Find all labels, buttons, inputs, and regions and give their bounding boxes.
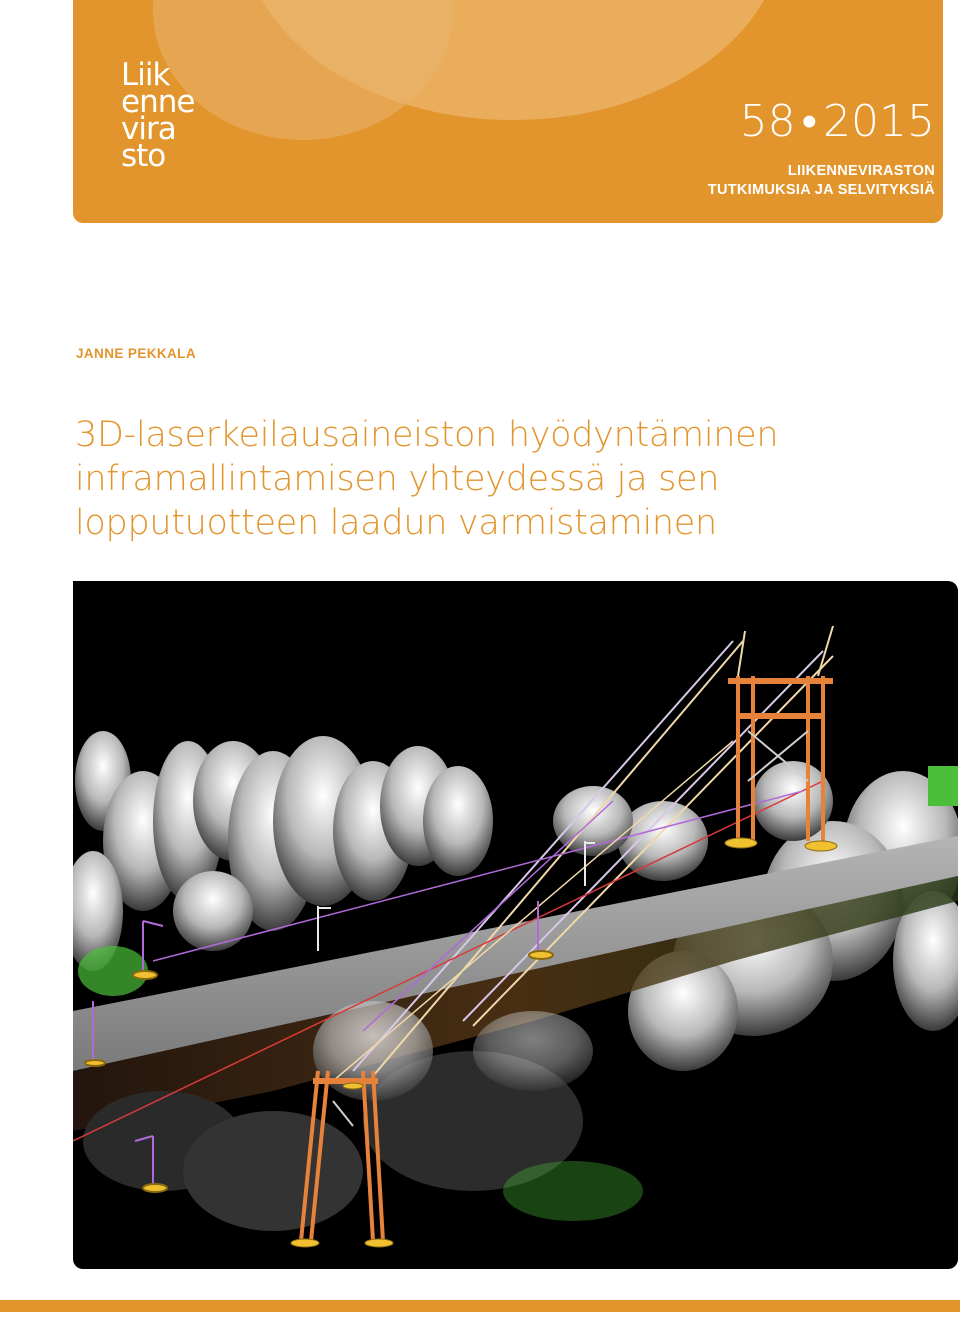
logo-line: sto — [121, 138, 166, 174]
title-line: 3D-laserkeilausaineiston hyödyntäminen — [75, 415, 779, 455]
series-line-2: TUTKIMUKSIA JA SELVITYKSIÄ — [707, 182, 935, 198]
point-cloud-illustration — [73, 581, 958, 1269]
title-line: inframallintamisen yhteydessä ja sen — [75, 459, 720, 499]
series-line-1: LIIKENNEVIRASTON — [787, 163, 935, 179]
forest-left — [73, 731, 493, 971]
issue-separator: • — [801, 96, 818, 147]
banner-decoration-small — [153, 0, 453, 140]
header-banner — [73, 0, 943, 223]
issue-number-value: 58 — [739, 96, 796, 147]
logo-line: vira — [121, 111, 176, 147]
liikennevirasto-logo — [121, 57, 195, 174]
logo-line: enne — [121, 84, 195, 120]
title-line: lopputuotteen laadun varmistaminen — [75, 503, 717, 543]
cover-image — [73, 581, 958, 1269]
author-name: JANNE PEKKALA — [76, 346, 196, 361]
document-title — [75, 413, 935, 545]
bottom-accent-bar — [0, 1300, 960, 1312]
series-name — [708, 162, 935, 200]
logo-line: Liik — [121, 57, 170, 93]
issue-year: 2015 — [823, 96, 935, 147]
issue-number — [740, 96, 935, 148]
